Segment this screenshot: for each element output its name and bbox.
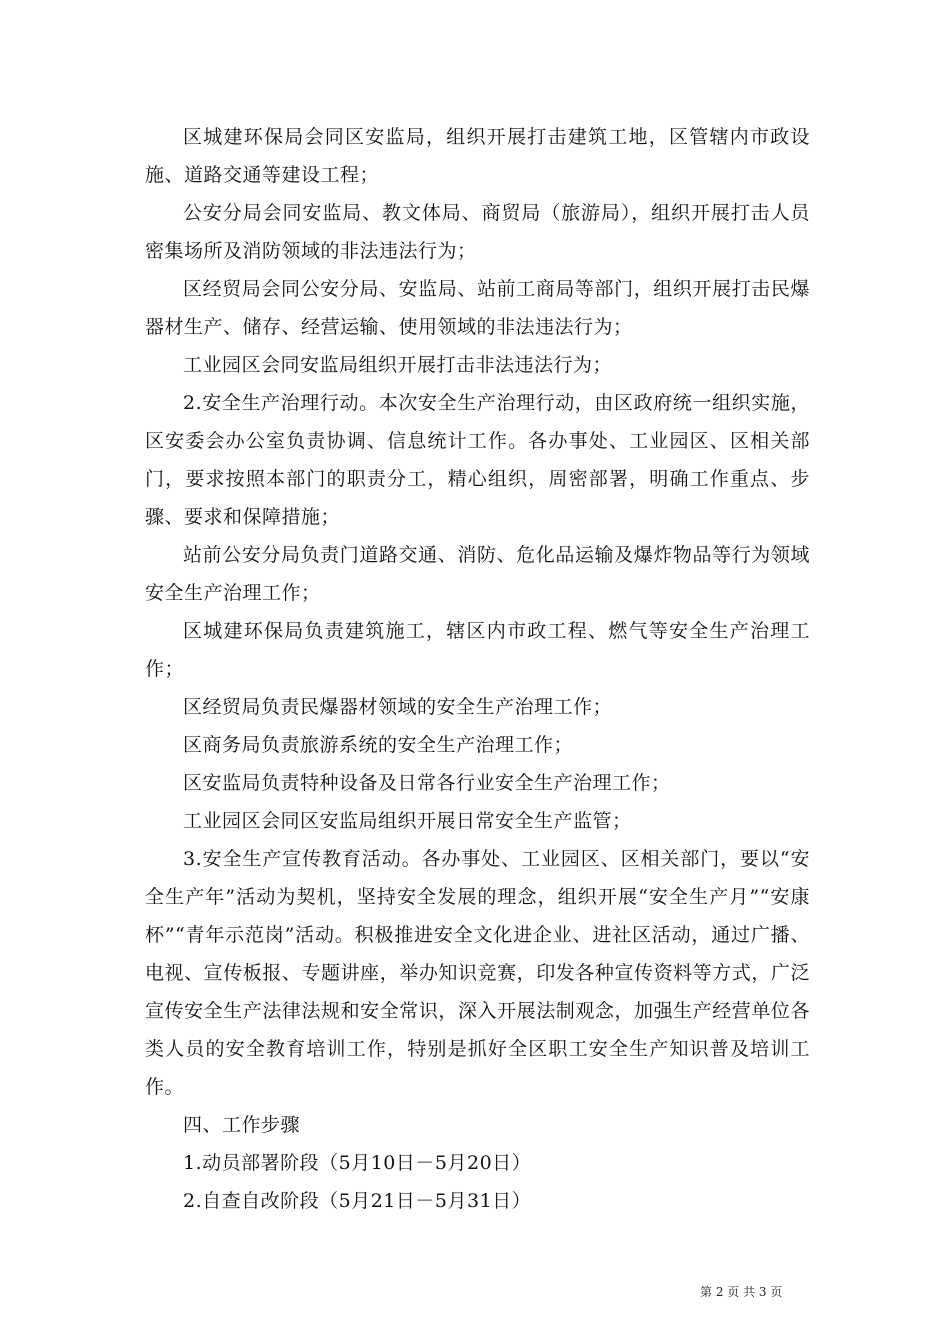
page-number-footer: 第 2 页 共 3 页: [700, 1285, 783, 1299]
section-heading: 四、工作步骤: [183, 1114, 301, 1136]
paragraph: 3.安全生产宣传教育活动。各办事处、工业园区、区相关部门，要以“安全生产年”活动为契机，坚持安全发展的理念，组织开展“安全生产月”“安康杯”“青年示范岗”活动。积极推进安全文化进企业、进社区活动，通过广播、电视、宣传板报、专题讲座，举办知识竞赛，印发各种宣传资料等方式，广泛宣传安全生产法律法规和安全常识，深入开展法制观念，加强生产经营单位各类人员的安全教育培训工作，特别是抓好全区职工安全生产知识普及培训工作。: [145, 848, 810, 1098]
paragraph: 区城建环保局会同区安监局，组织开展打击建筑工地，区管辖内市政设施、道路交通等建设工程；: [145, 126, 810, 186]
paragraph: 公安分局会同安监局、教文体局、商贸局（旅游局），组织开展打击人员密集场所及消防领域的非法违法行为；: [145, 202, 810, 262]
paragraph: 2.安全生产治理行动。本次安全生产治理行动，由区政府统一组织实施，区安委会办公室负责协调、信息统计工作。各办事处、工业园区、区相关部门，要求按照本部门的职责分工，精心组织，周密部署，明确工作重点、步骤、要求和保障措施；: [145, 392, 810, 528]
paragraph: 区经贸局负责民爆器材领域的安全生产治理工作；: [183, 696, 613, 718]
paragraph: 工业园区会同区安监局组织开展日常安全生产监管；: [183, 810, 632, 832]
paragraph: 区商务局负责旅游系统的安全生产治理工作；: [183, 734, 574, 756]
paragraph: 工业园区会同安监局组织开展打击非法违法行为；: [183, 354, 613, 376]
paragraph: 区安监局负责特种设备及日常各行业安全生产治理工作；: [183, 772, 671, 794]
paragraph: 2.自查自改阶段（5月21日－5月31日）: [183, 1190, 532, 1212]
paragraph: 站前公安分局负责门道路交通、消防、危化品运输及爆炸物品等行为领域安全生产治理工作；: [145, 544, 810, 604]
paragraph: 区城建环保局负责建筑施工，辖区内市政工程、燃气等安全生产治理工作；: [145, 620, 810, 680]
paragraph: 1.动员部署阶段（5月10日－5月20日）: [183, 1152, 532, 1174]
document-body: [145, 118, 810, 1220]
paragraph: 区经贸局会同公安分局、安监局、站前工商局等部门，组织开展打击民爆器材生产、储存、经营运输、使用领域的非法违法行为；: [145, 278, 810, 338]
